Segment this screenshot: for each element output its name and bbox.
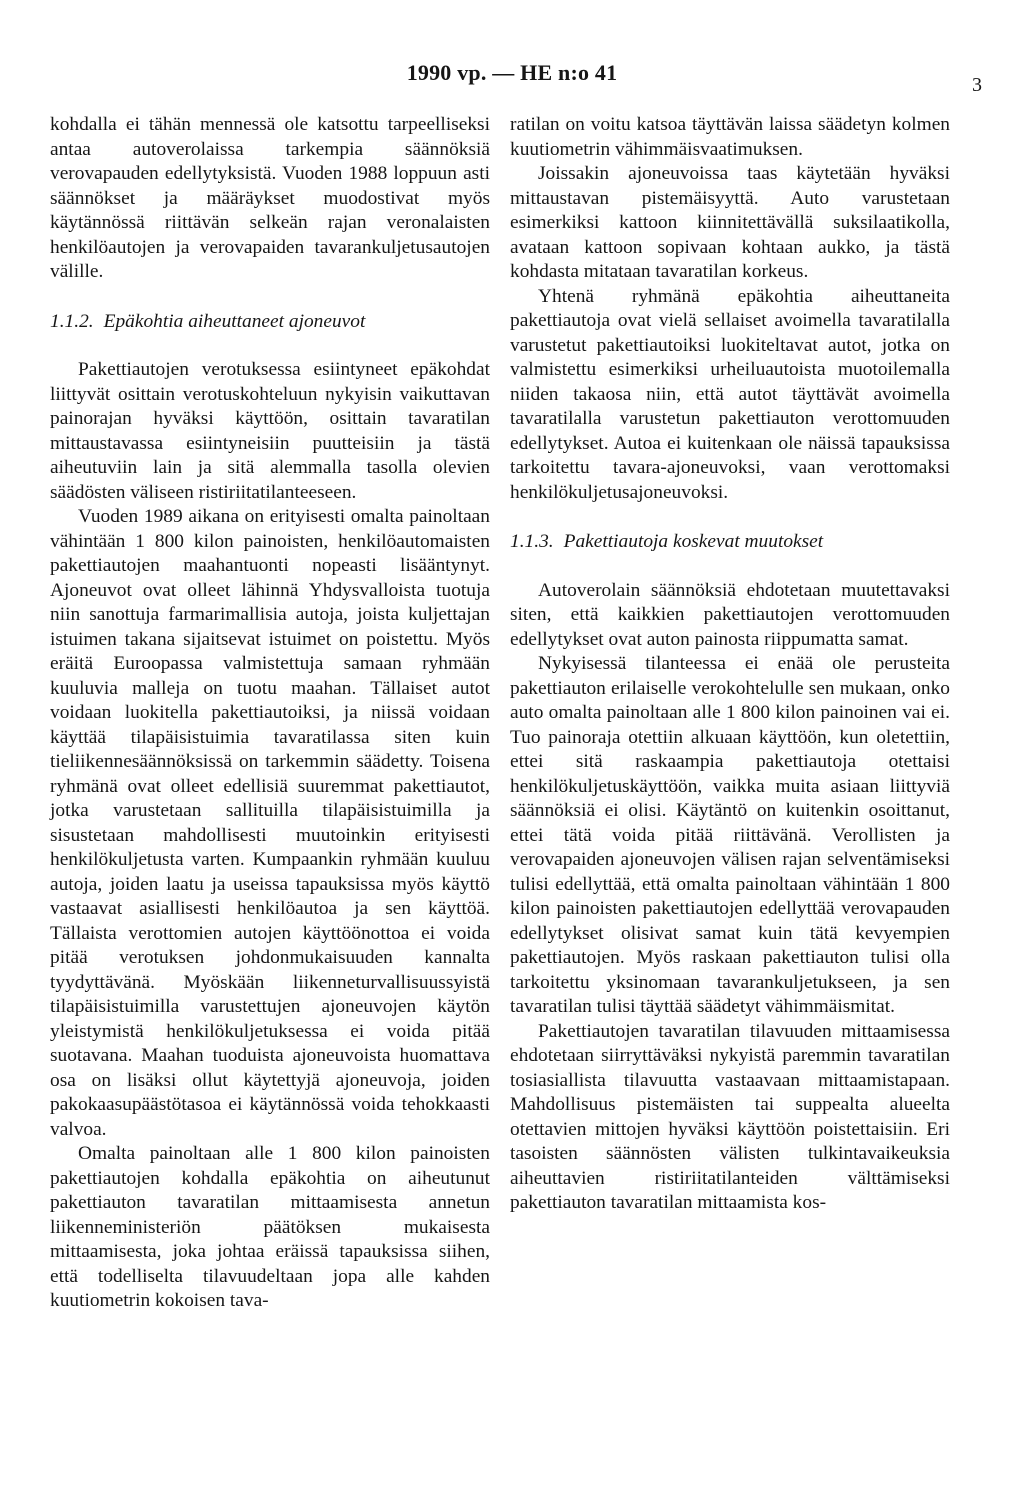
right-column — [510, 113, 950, 1216]
section-number: 1.1.3. — [510, 531, 554, 552]
left-column — [50, 113, 490, 1314]
paragraph: Autoverolain säännöksiä ehdotetaan muutettavaksi siten, että kaikkien pakettiautojen verottomuuden edellytykset ovat auton painosta riippumatta samat. — [510, 579, 950, 650]
paragraph: Omalta painoltaan alle 1 800 kilon painoisten pakettiautojen kohdalla epäkohtia on aiheutunut pakettiauton tavaratilan mittaamisesta annetun liikenneministeriön päätöksen mukaisesta mittaamisesta, joka johtaa eräissä tapauksissa siihen, että todelliselta tilavuudeltaan jopa alle kahden kuutiometrin kokoisen tava- — [50, 1143, 490, 1311]
section-number: 1.1.2. — [50, 310, 94, 332]
paragraph: Vuoden 1989 aikana on erityisesti omalta painoltaan vähintään 1 800 kilon painoisten, henkilöautomaisten pakettiautojen maahantuonti nopeasti lisääntynyt. Ajoneuvot ovat olleet lähinnä Yhdysvalloista tuotuja niin sanottuja farmarimallisia autoja, joista kuljettajan istuimen takana sijaitsevat istuimet on poistettu. Myös eräitä Euroopassa valmistettuja samaan ryhmään kuuluvia malleja on tuotu maahan. Tällaiset autot voidaan luokitella pakettiautoiksi, ja niissä voidaan käyttää tilapäisistuimia tavaratilassa siten kuin tieliikennesäännöksissä on tarkemmin säädetty. Toisena ryhmänä ovat olleet edellisiä suuremmat pakettiautot, jotka varustetaan sallituilla tilapäisistuimilla ja sisustetaan mahdollisesti muutoinkin erityisesti henkilökuljetusta varten. Kumpaankin ryhmään kuuluu autoja, joiden laatu ja useissa tapauksissa myös käyttö vastaavat asiallisesti henkilöautoa ja sen käyttöä. Tällaista verottomien autojen käyttöönottoa ei voida pitää verotuksen johdonmukaisuuden kannalta tyydyttävänä. Myöskään liikenneturvallisuussyistä tilapäisistuimilla varustettujen ajoneuvojen käytön yleistymistä henkilökuljetuksessa ei voida pitää suotavana. Maahan tuoduista ajoneuvoista huomattava osa on lisäksi ollut käytettyjä ajoneuvoja, joiden pakokaasupäästötasoa ei käytännössä voida tehokkaasti valvoa. — [50, 506, 490, 1140]
paragraph: Pakettiautojen verotuksessa esiintyneet epäkohdat liittyvät osittain verotuskohteluun nykyisin vaikuttavan painorajan hyväksi käyttöön, osittain tavaratilan mittaustavassa esiintyneisiin puutteisiin ja tästä aiheutuviin lain ja sitä alemmalla tasolla olevien säädösten väliseen ristiriitatilanteeseen. — [50, 359, 490, 503]
paragraph: Yhtenä ryhmänä epäkohtia aiheuttaneita pakettiautoja ovat vielä sellaiset avoimella tavaratilalla varustetut pakettiautoiksi luokiteltavat autot, jotka on valmistettu esimerkiksi urheiluautoista muotoilemalla niiden takaosa niin, että autot täyttävät avoimella tavaratilalla varustetun pakettiauton verottomuuden edellytykset. Autoa ei kuitenkaan ole näissä tapauksissa tarkoitettu tavara-ajoneuvoksi, vaan verottomaksi henkilökuljetusajoneuvoksi. — [510, 285, 950, 503]
page-header — [0, 60, 1024, 96]
paragraph: Nykyisessä tilanteessa ei enää ole perusteita pakettiauton erilaiselle verokohtelulle sen mukaan, onko auto omalta painoltaan alle 1 800 kilon painoinen vai ei. Tuo painoraja otettiin alkuaan käyttöön, kun oletettiin, ettei sitä raskaampia pakettiautoja otettaisi henkilökuljetuskäyttöön, vaikka muita asiaan liittyviä säännöksiä ei olisi. Käytäntö on kuitenkin osoittanut, ettei tätä voida pitää riittävänä. Verollisten ja verovapaiden ajoneuvojen välisen rajan selventämiseksi tulisi edellyttää, että omalta painoltaan vähintään 1 800 kilon painoisten pakettiautojen edellyttää verovapauden edellytykset olisivat samat kuin tätä kevyempien pakettiautojen. Myös raskaan pakettiauton tulisi olla tarkoitettu yksinomaan tavarankuljetukseen, ja sen tavaratilan tulisi täyttää säädetyt vähimmäismitat. — [510, 653, 950, 1017]
page-number: 3 — [972, 74, 982, 96]
paragraph: Joissakin ajoneuvoissa taas käytetään hyväksi mittaustavan pistemäisyyttä. Auto varustetaan esimerkiksi kattoon kiinnitettävällä suksilaatikolla, avataan kattoon sopivaan kohtaan aukko, ja tästä kohdasta mitataan tavaratilan korkeus. — [510, 163, 950, 282]
paragraph: Pakettiautojen tavaratilan tilavuuden mittaamisessa ehdotetaan siirryttäväksi nykyistä paremmin tavaratilan tosiasiallista tilavuutta vastaavaan mittaamistapaan. Mahdollisuus pistemäisten tai suppealta alueelta otettavien mittojen hyväksi käyttöön poistettaisiin. Eri tasoisten säännösten välisten tulkintavaikeuksia aiheuttavien ristiriitatilanteiden välttämiseksi pakettiauton tavaratilan mittaamista kos- — [510, 1020, 950, 1213]
paragraph: kohdalla ei tähän mennessä ole katsottu tarpeelliseksi antaa autoverolaissa tarkempia säännöksiä verovapauden edellytyksistä. Vuoden 1988 loppuun asti säännökset ja määräykset muodostivat myös käytännössä riittävän selkeän rajan veronalaisten henkilöautojen ja verovapaiden tavarankuljetusautojen välille. — [50, 114, 490, 282]
section-heading-1-1-2 — [50, 310, 490, 335]
section-heading-1-1-3 — [510, 530, 950, 555]
section-title: Epäkohtia aiheuttaneet ajoneuvot — [103, 310, 366, 332]
section-title: Pakettiautoja koskevat muutokset — [563, 531, 824, 552]
document-reference: 1990 vp. — HE n:o 41 — [406, 60, 618, 85]
paragraph: ratilan on voitu katsoa täyttävän laissa säädetyn kolmen kuutiometrin vähimmäisvaatimuksen. — [510, 114, 950, 160]
